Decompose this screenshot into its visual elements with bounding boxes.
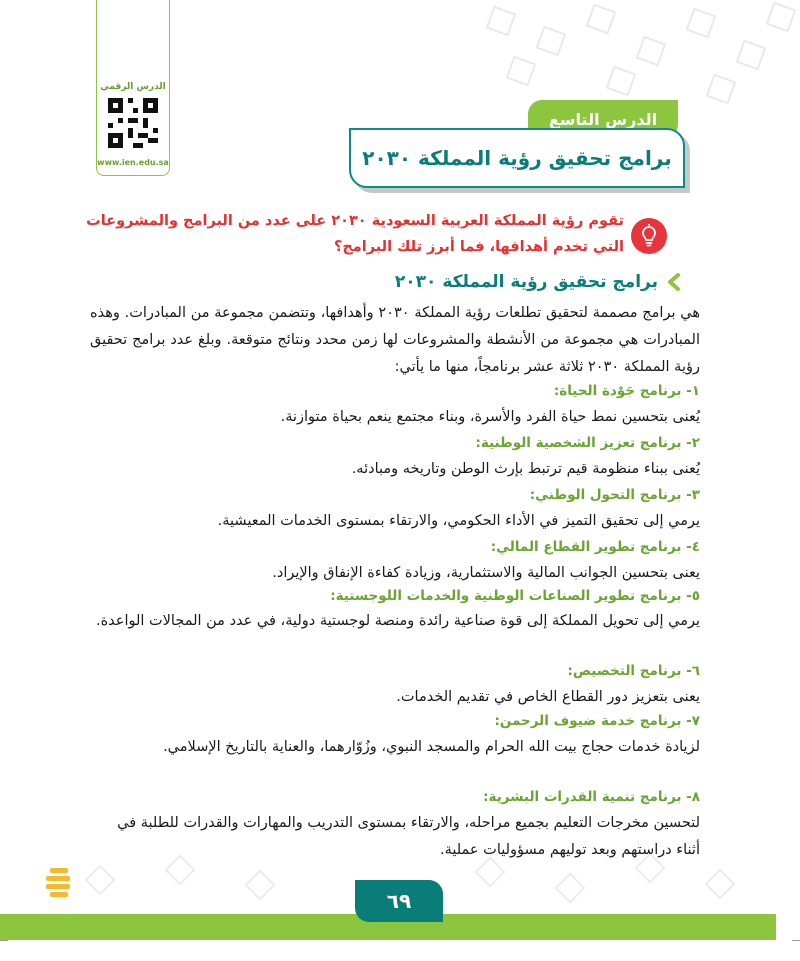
digital-lesson-label: الدرس الرقمي [100,82,166,92]
page-number: ٦٩ [355,880,443,922]
intro-line-2: التي تخدم أهدافها، فما أبرز تلك البرامج؟ [333,239,624,255]
section-paragraph: هي برامج مصممة لتحقيق تطلعات رؤية المملكة ٢٠٣٠ وأهدافها، وتتضمن مجموعة من المبادرات. وهذه المبادرات هي مجموعة من الأنشطة والمشروعات لها زمن محدد ونتائج متوقعة. وبلغ عدد برامج تحقيق رؤية المملكة ٢٠٣٠ ثلاثة عشر برنامجاً، منها ما يأتي: [90,305,700,375]
program-4-title: ٤- برنامج تطوير القطاع المالي: [490,539,700,555]
digital-lesson-card[interactable] [96,0,170,176]
program-8-desc: لتحسين مخرجات التعليم بجميع مراحله، والارتقاء بمستوى التدريب والمهارات والقدرات للطلبة في أثناء دراستهم وبعد توليهم مسؤوليات عملية. [117,815,700,858]
program-6-desc: يعنى بتعزيز دور القطاع الخاص في تقديم الخدمات. [396,689,700,705]
program-6-title: ٦- برنامج التخصيص: [567,663,700,679]
website-link[interactable]: www.ien.edu.sa [97,158,169,167]
program-3-desc: يرمي إلى تحقيق التميز في الأداء الحكومي، والارتقاء بمستوى الخدمات المعيشية. [217,513,700,529]
program-7-desc: لزيادة خدمات حجاج بيت الله الحرام والمسجد النبوي، وزُوّارهما، والعناية بالتاريخ الإسلامي. [163,739,700,755]
section-heading [395,272,680,292]
lesson-title: برامج تحقيق رؤية المملكة ٢٠٣٠ [349,128,685,188]
crop-mark-left [0,940,8,941]
program-3-title: ٣- برنامج التحول الوطني: [529,487,700,503]
program-8-title: ٨- برنامج تنمية القدرات البشرية: [483,789,700,805]
program-7-title: ٧- برنامج خدمة ضيوف الرحمن: [494,713,700,729]
program-1-title: ١- برنامج جَوْدة الحياة: [553,383,700,399]
program-2-title: ٢- برنامج تعزيز الشخصية الوطنية: [475,435,700,451]
program-5-desc: يرمي إلى تحويل المملكة إلى قوة صناعية رائدة ومنصة لوجستية دولية، في عدد من المجالات الواعدة. [95,613,700,629]
program-4-desc: يعنى بتحسين الجوانب المالية والاستثمارية، وزيادة كفاءة الإنفاق والإيراد. [272,565,700,581]
intro-line-1: تقوم رؤية المملكة العربية السعودية ٢٠٣٠ على عدد من البرامج والمشروعات [86,213,624,229]
intro-question [84,208,624,260]
chevron-left-icon [666,273,680,291]
lesson-number-tag: الدرس التاسع [528,100,678,138]
publisher-logo-icon [40,864,76,908]
program-1-desc: يُعنى بتحسين نمط حياة الفرد والأسرة، وبناء مجتمع ينعم بحياة متوازنة. [280,409,700,425]
lightbulb-icon [631,218,667,254]
crop-mark-right [792,940,800,941]
section-heading-text: برامج تحقيق رؤية المملكة ٢٠٣٠ [394,272,658,292]
program-5-title: ٥- برنامج تطوير الصناعات الوطنية والخدمات اللوجستية: [330,588,700,604]
decorative-pattern-top-right [470,0,800,110]
program-2-desc: يُعنى ببناء منظومة قيم ترتبط بإرث الوطن وتاريخه ومبادئه. [351,461,700,477]
qr-code-icon[interactable] [108,98,158,152]
